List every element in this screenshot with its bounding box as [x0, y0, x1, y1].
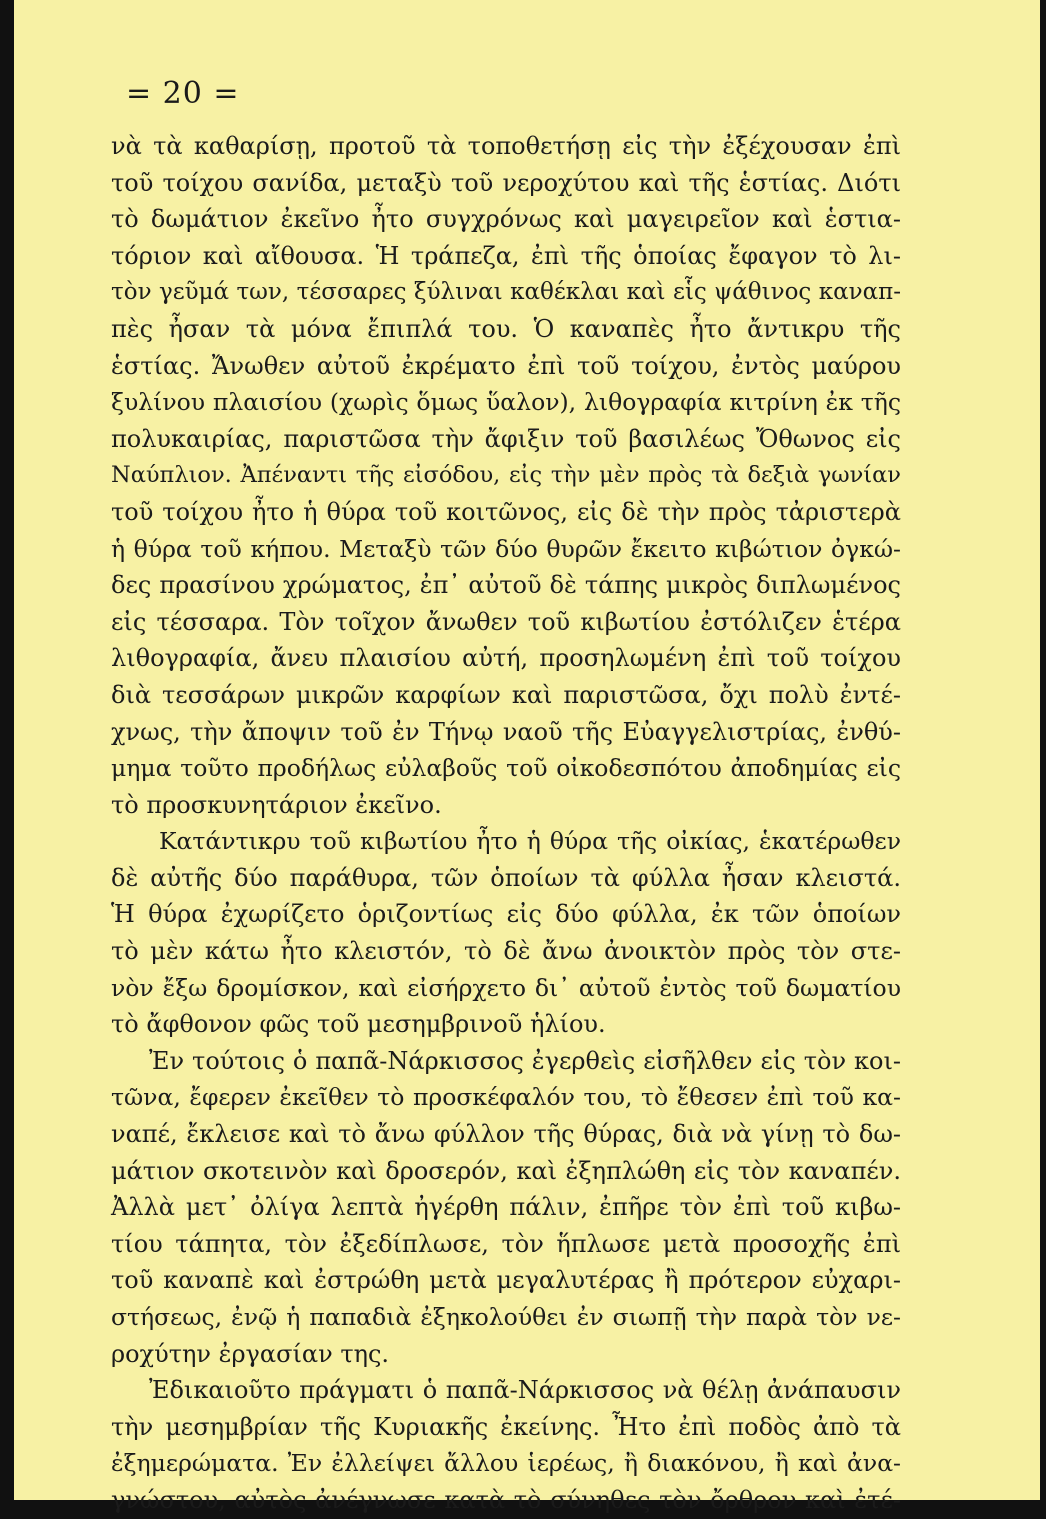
text-line: χνως, τὴν ἄποψιν τοῦ ἐν Τήνῳ ναοῦ τῆς Εὐαγγελιστρίας, ἐνθύ- — [111, 717, 901, 746]
text-line: ναπέ, ἔκλεισε καὶ τὸ ἄνω φύλλον τῆς θύρας, διὰ νὰ γίνῃ τὸ δω- — [111, 1120, 901, 1149]
text-line: διὰ τεσσάρων μικρῶν καρφίων καὶ παριστῶσα, ὄχι πολὺ ἐντέ- — [111, 680, 901, 709]
text-line: νὰ τὰ καθαρίσῃ, προτοῦ τὰ τοποθετήσῃ εἰς τὴν ἐξέχουσαν ἐπὶ — [111, 132, 901, 160]
text-line: μάτιον σκοτεινὸν καὶ δροσερόν, καὶ ἐξηπλώθη εἰς τὸν καναπέν. — [111, 1156, 901, 1185]
text-line: μημα τοῦτο προδήλως εὐλαβοῦς τοῦ οἰκοδεσπότου ἀποδημίας εἰς — [111, 754, 901, 783]
text-line: τὸ ἄφθονον φῶς τοῦ μεσημβρινοῦ ἡλίου. — [111, 1010, 606, 1039]
text-line: δες πρασίνου χρώματος, ἐπ᾽ αὐτοῦ δὲ τάπης μικρὸς διπλωμένος — [111, 571, 901, 600]
text-line: πολυκαιρίας, παριστῶσα τὴν ἄφιξιν τοῦ βασιλέως Ὄθωνος εἰς — [111, 424, 901, 453]
text-line: τὸν γεῦμά των, τέσσαρες ξύλιναι καθέκλαι καὶ εἷς ψάθινος καναπ- — [111, 279, 901, 306]
text-line: τίου τάπητα, τὸν ἐξεδίπλωσε, τὸν ἥπλωσε μετὰ προσοχῆς ἐπὶ — [111, 1229, 901, 1258]
text-line: τοῦ καναπὲ καὶ ἐστρώθη μετὰ μεγαλυτέρας ἢ πρότερον εὐχαρι- — [111, 1266, 901, 1295]
text-line: ἡ θύρα τοῦ κήπου. Μεταξὺ τῶν δύο θυρῶν ἔκειτο κιβώτιον ὀγκώ- — [111, 534, 901, 563]
text-line: τὸ μὲν κάτω ἦτο κλειστόν, τὸ δὲ ἄνω ἀνοικτὸν πρὸς τὸν στε- — [111, 937, 901, 966]
text-line: ἑστίας. Ἄνωθεν αὐτοῦ ἐκρέματο ἐπὶ τοῦ τοίχου, ἐντὸς μαύρου — [111, 351, 901, 380]
text-line: στήσεως, ἐνῷ ἡ παπαδιὰ ἐξηκολούθει ἐν σιωπῇ τὴν παρὰ τὸν νε- — [111, 1303, 901, 1331]
text-line: Ἀλλὰ μετ᾽ ὀλίγα λεπτὰ ἠγέρθη πάλιν, ἐπῆρε τὸν ἐπὶ τοῦ κιβω- — [111, 1193, 901, 1222]
text-line: τοῦ τοίχου σανίδα, μεταξὺ τοῦ νεροχύτου καὶ τῆς ἑστίας. Διότι — [111, 168, 901, 197]
body-text — [111, 128, 901, 1519]
text-line: γνώστου, αὐτὸς ἀνέγνωσε κατὰ τὸ σύνηθες τὸν ὄρθρον καὶ ἐτέ- — [111, 1485, 901, 1514]
text-line: εἰς τέσσαρα. Τὸν τοῖχον ἄνωθεν τοῦ κιβωτίου ἐστόλιζεν ἑτέρα — [111, 607, 901, 636]
paragraph-start-line: Ἐν τούτοις ὁ παπᾶ-Νάρκισσος ἐγερθεὶς εἰσῆλθεν εἰς τὸν κοι- — [149, 1046, 901, 1075]
text-line: τῶνα, ἔφερεν ἐκεῖθεν τὸ προσκέφαλόν του, τὸ ἔθεσεν ἐπὶ τοῦ κα- — [111, 1083, 901, 1112]
text-line: τὸ προσκυνητάριον ἐκεῖνο. — [111, 790, 442, 819]
paragraph-start-line: Ἐδικαιοῦτο πράγματι ὁ παπᾶ-Νάρκισσος νὰ θέλῃ ἀνάπαυσιν — [149, 1376, 901, 1405]
text-line: τοῦ τοίχου ἦτο ἡ θύρα τοῦ κοιτῶνος, εἰς δὲ τὴν πρὸς τἀριστερὰ — [111, 497, 901, 526]
text-line: τόριον καὶ αἴθουσα. Ἡ τράπεζα, ἐπὶ τῆς ὁποίας ἔφαγον τὸ λι- — [111, 241, 901, 270]
text-line: ἐξημερώματα. Ἐν ἐλλείψει ἄλλου ἱερέως, ἢ διακόνου, ἢ καὶ ἀνα- — [111, 1449, 901, 1478]
text-line: δὲ αὐτῆς δύο παράθυρα, τῶν ὁποίων τὰ φύλλα ἦσαν κλειστά. — [111, 863, 901, 892]
text-line: νὸν ἔξω δρομίσκον, καὶ εἰσήρχετο δι᾽ αὐτοῦ ἐντὸς τοῦ δωματίου — [111, 973, 901, 1002]
text-line: πὲς ἦσαν τὰ μόνα ἔπιπλά του. Ὁ καναπὲς ἦτο ἄντικρυ τῆς — [111, 314, 901, 343]
text-line: Ἡ θύρα ἐχωρίζετο ὁριζοντίως εἰς δύο φύλλα, ἐκ τῶν ὁποίων — [111, 900, 901, 929]
text-line: Ναύπλιον. Ἀπέναντι τῆς εἰσόδου, εἰς τὴν μὲν πρὸς τὰ δεξιὰ γωνίαν — [111, 462, 901, 489]
text-line: τὴν μεσημβρίαν τῆς Κυριακῆς ἐκείνης. Ἦτο ἐπὶ ποδὸς ἀπὸ τὰ — [111, 1412, 901, 1441]
page-number: = 20 = — [126, 76, 240, 111]
text-line: ξυλίνου πλαισίου (χωρὶς ὅμως ὕαλον), λιθογραφία κιτρίνη ἐκ τῆς — [111, 388, 901, 417]
text-line: λιθογραφία, ἄνευ πλαισίου αὐτή, προσηλωμένη ἐπὶ τοῦ τοίχου — [111, 644, 901, 673]
book-page — [14, 0, 1040, 1514]
text-line: τὸ δωμάτιον ἐκεῖνο ἦτο συγχρόνως καὶ μαγειρεῖον καὶ ἑστια- — [111, 205, 901, 234]
text-line: ροχύτην ἐργασίαν της. — [111, 1339, 390, 1368]
paragraph-start-line: Κατάντικρυ τοῦ κιβωτίου ἦτο ἡ θύρα τῆς οἰκίας, ἑκατέρωθεν — [159, 827, 901, 856]
